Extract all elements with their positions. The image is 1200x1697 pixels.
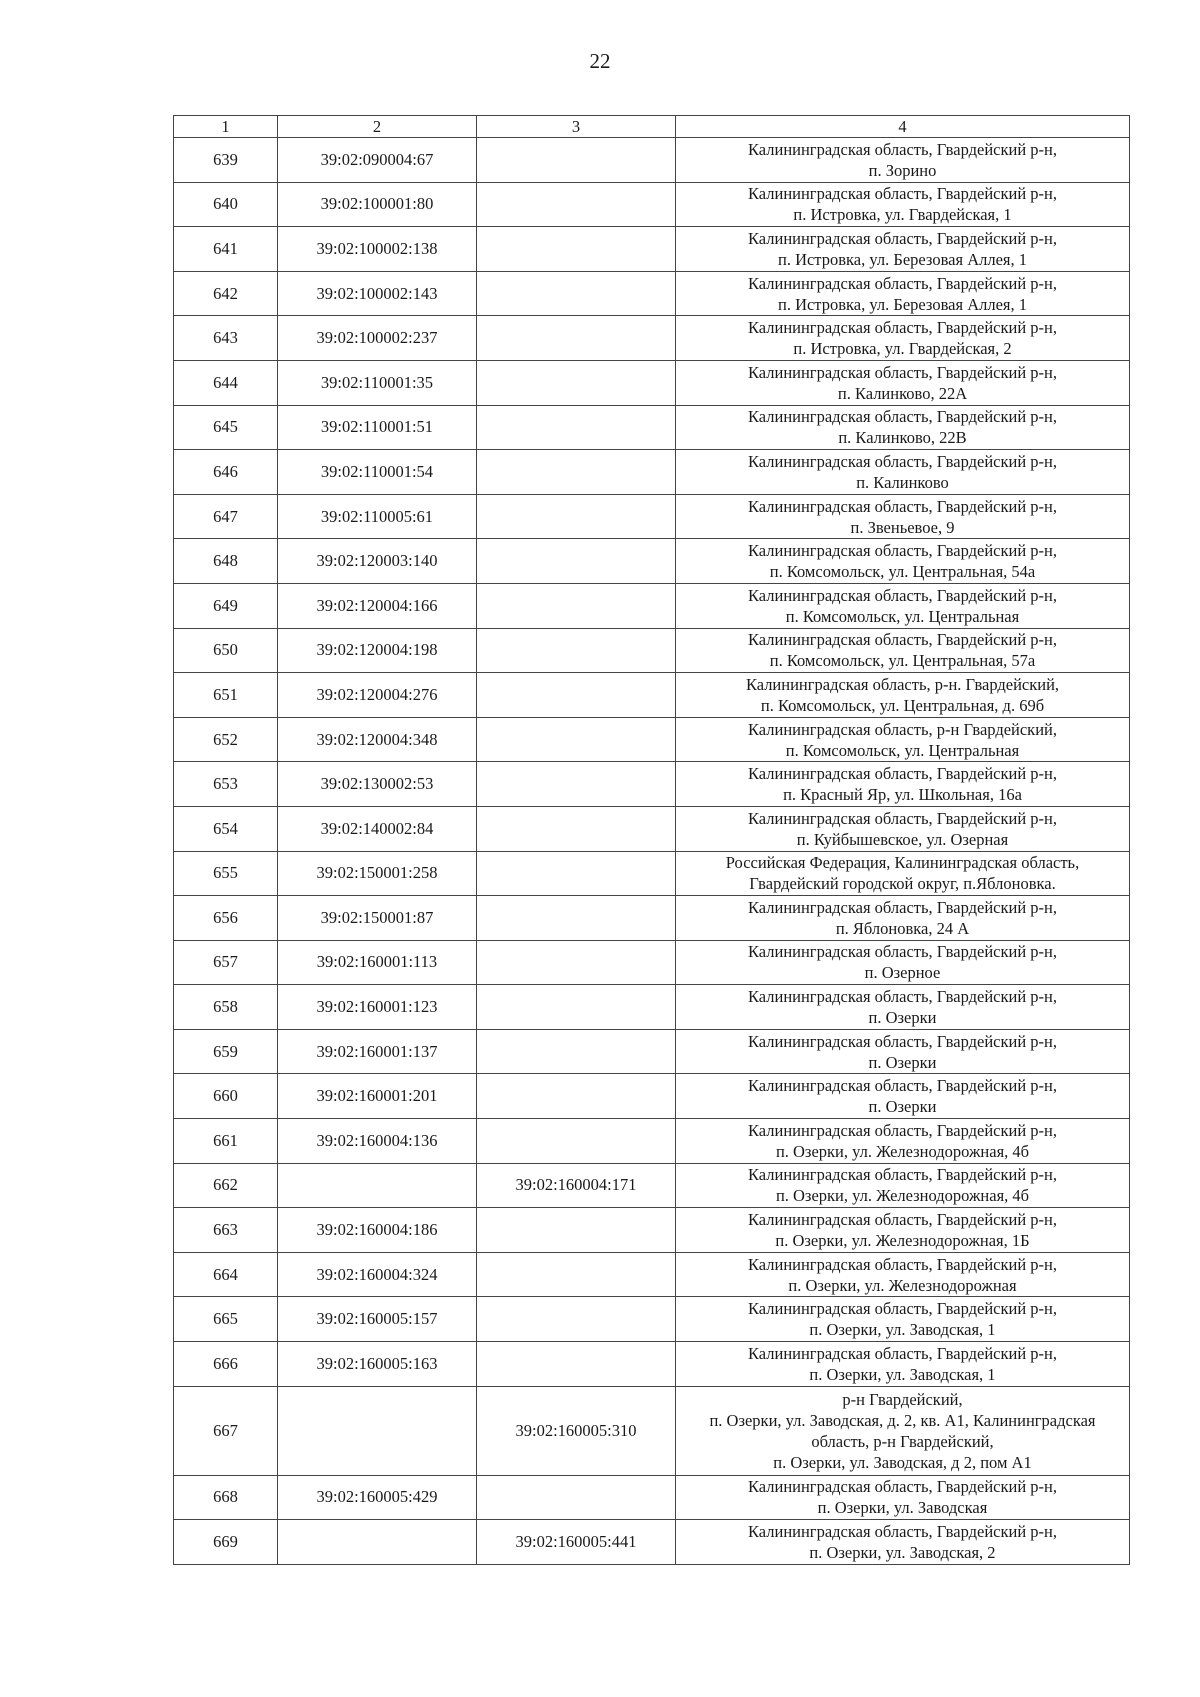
cadastral-number-cell (278, 1386, 477, 1475)
header-col-1: 1 (174, 116, 278, 138)
address-line: п. Озерки, ул. Заводская (817, 1498, 988, 1518)
cadastral-number-cell: 39:02:130002:53 (278, 762, 477, 807)
address-line: п. Комсомольск, ул. Центральная, 57а (769, 651, 1036, 671)
address-cell (676, 1163, 1130, 1208)
cadastral-number-cell: 39:02:120004:198 (278, 628, 477, 673)
cadastral-number-alt-cell (477, 1208, 676, 1253)
row-number-cell: 639 (174, 138, 278, 183)
page-number: 22 (589, 49, 611, 73)
address-line: Калининградская область, Гвардейский р-н, (748, 764, 1057, 784)
address-line: п. Озерки (868, 1052, 937, 1072)
address-line: Калининградская область, Гвардейский р-н, (748, 273, 1057, 293)
address-line: р-н Гвардейский, (842, 1389, 963, 1409)
cadastral-number-cell: 39:02:160004:324 (278, 1252, 477, 1297)
row-number-cell: 660 (174, 1074, 278, 1119)
cadastral-number-alt-cell (477, 762, 676, 807)
table-row (174, 182, 1130, 227)
address-line: Калининградская область, Гвардейский р-н, (748, 318, 1057, 338)
row-number-cell: 669 (174, 1520, 278, 1565)
table-row (174, 494, 1130, 539)
address-line: Калининградская область, Гвардейский р-н, (748, 451, 1057, 471)
cadastral-number-cell: 39:02:120004:166 (278, 583, 477, 628)
cadastral-number-cell: 39:02:160001:201 (278, 1074, 477, 1119)
address-cell (676, 1029, 1130, 1074)
address-cell (676, 583, 1130, 628)
row-number-cell: 650 (174, 628, 278, 673)
cadastral-number-cell: 39:02:110005:61 (278, 494, 477, 539)
table-row (174, 405, 1130, 450)
address-line: п. Озерки, ул. Заводская, 2 (809, 1543, 996, 1563)
address-line: Калининградская область, р-н Гвардейский, (748, 719, 1057, 739)
address-line: Калининградская область, Гвардейский р-н, (748, 1522, 1057, 1542)
address-cell (676, 896, 1130, 941)
row-number-cell: 656 (174, 896, 278, 941)
row-number-cell: 658 (174, 985, 278, 1030)
cadastral-number-cell: 39:02:120004:348 (278, 717, 477, 762)
table-row (174, 316, 1130, 361)
address-line: п. Озерки, ул. Железнодорожная, 4б (775, 1141, 1030, 1161)
cadastral-number-cell: 39:02:100001:80 (278, 182, 477, 227)
address-line: п. Комсомольск, ул. Центральная, 54а (769, 562, 1036, 582)
cadastral-number-cell: 39:02:160001:123 (278, 985, 477, 1030)
row-number-cell: 645 (174, 405, 278, 450)
row-number-cell: 643 (174, 316, 278, 361)
cadastral-number-alt-cell (477, 1119, 676, 1164)
address-line: п. Комсомольск, ул. Центральная, д. 69б (760, 695, 1045, 715)
cadastral-number-cell: 39:02:100002:237 (278, 316, 477, 361)
address-line: Калининградская область, Гвардейский р-н, (748, 1254, 1057, 1274)
address-line: п. Комсомольск, ул. Центральная (785, 606, 1020, 626)
cadastral-number-alt-cell (477, 896, 676, 941)
address-line: Калининградская область, Гвардейский р-н, (748, 362, 1057, 382)
row-number-cell: 651 (174, 673, 278, 718)
address-line: п. Зорино (868, 160, 937, 180)
cadastral-number-alt-cell (477, 450, 676, 495)
row-number-cell: 648 (174, 539, 278, 584)
cadastral-number-alt-cell (477, 227, 676, 272)
address-cell (676, 405, 1130, 450)
cadastral-number-alt-cell (477, 806, 676, 851)
address-cell (676, 806, 1130, 851)
cadastral-number-alt-cell (477, 673, 676, 718)
cadastral-number-alt-cell (477, 360, 676, 405)
header-col-3: 3 (477, 116, 676, 138)
address-line: п. Истровка, ул. Гвардейская, 1 (793, 205, 1012, 225)
cadastral-number-alt-cell (477, 182, 676, 227)
address-cell (676, 717, 1130, 762)
cadastral-number-alt-cell (477, 1297, 676, 1342)
table-row (174, 1342, 1130, 1387)
table-row (174, 1029, 1130, 1074)
address-line: Калининградская область, Гвардейский р-н, (748, 541, 1057, 561)
cadastral-number-alt-cell (477, 717, 676, 762)
address-cell (676, 851, 1130, 896)
address-line: Калининградская область, Гвардейский р-н, (748, 228, 1057, 248)
cadastral-number-alt-cell (477, 985, 676, 1030)
property-table (173, 115, 1130, 1565)
row-number-cell: 668 (174, 1475, 278, 1520)
address-line: п. Калинково (856, 472, 949, 492)
cadastral-number-cell: 39:02:090004:67 (278, 138, 477, 183)
cadastral-number-alt-cell (477, 271, 676, 316)
address-line: п. Озерки, ул. Железнодорожная (788, 1275, 1017, 1295)
address-cell (676, 450, 1130, 495)
address-line: Калининградская область, Гвардейский р-н, (748, 1343, 1057, 1363)
address-cell (676, 1342, 1130, 1387)
cadastral-number-alt-cell: 39:02:160005:441 (477, 1520, 676, 1565)
table-body (174, 138, 1130, 1565)
address-line: Калининградская область, Гвардейский р-н, (748, 1120, 1057, 1140)
address-line: Калининградская область, Гвардейский р-н, (748, 987, 1057, 1007)
cadastral-number-alt-cell (477, 1074, 676, 1119)
table-row (174, 1475, 1130, 1520)
address-cell (676, 762, 1130, 807)
row-number-cell: 653 (174, 762, 278, 807)
cadastral-number-alt-cell (477, 1342, 676, 1387)
cadastral-number-cell: 39:02:140002:84 (278, 806, 477, 851)
address-cell (676, 1520, 1130, 1565)
cadastral-number-alt-cell (477, 1252, 676, 1297)
address-line: п. Озерки, ул. Заводская, д. 2, кв. А1, Калининградская (709, 1410, 1096, 1430)
address-line: п. Калинково, 22А (837, 383, 968, 403)
row-number-cell: 663 (174, 1208, 278, 1253)
cadastral-number-cell: 39:02:100002:143 (278, 271, 477, 316)
cadastral-number-alt-cell (477, 1029, 676, 1074)
address-line: Калининградская область, Гвардейский р-н, (748, 1477, 1057, 1497)
address-line: область, р-н Гвардейский, (811, 1431, 994, 1451)
cadastral-number-alt-cell (477, 539, 676, 584)
address-cell (676, 138, 1130, 183)
cadastral-number-cell: 39:02:160005:163 (278, 1342, 477, 1387)
cadastral-number-cell: 39:02:110001:51 (278, 405, 477, 450)
cadastral-number-cell (278, 1520, 477, 1565)
address-cell (676, 1074, 1130, 1119)
table-row (174, 1297, 1130, 1342)
address-line: п. Озерное (864, 963, 941, 983)
address-cell (676, 1208, 1130, 1253)
address-cell (676, 1252, 1130, 1297)
table-row (174, 1119, 1130, 1164)
table-row (174, 138, 1130, 183)
table-header (174, 116, 1130, 138)
table-row (174, 896, 1130, 941)
address-line: п. Истровка, ул. Березовая Аллея, 1 (777, 249, 1028, 269)
address-line: Калининградская область, Гвардейский р-н, (748, 1299, 1057, 1319)
row-number-cell: 665 (174, 1297, 278, 1342)
table-row (174, 806, 1130, 851)
address-cell (676, 316, 1130, 361)
table-row (174, 1074, 1130, 1119)
row-number-cell: 642 (174, 271, 278, 316)
address-line: п. Озерки (868, 1097, 937, 1117)
cadastral-number-cell: 39:02:160005:429 (278, 1475, 477, 1520)
table-row (174, 539, 1130, 584)
address-line: Калининградская область, Гвардейский р-н, (748, 139, 1057, 159)
cadastral-number-cell: 39:02:160004:136 (278, 1119, 477, 1164)
address-line: п. Истровка, ул. Гвардейская, 2 (793, 339, 1012, 359)
table-row (174, 628, 1130, 673)
cadastral-number-alt-cell (477, 583, 676, 628)
table-row (174, 583, 1130, 628)
cadastral-number-alt-cell (477, 494, 676, 539)
address-line: п. Озерки, ул. Заводская, д 2, пом А1 (773, 1452, 1032, 1472)
cadastral-number-cell: 39:02:150001:258 (278, 851, 477, 896)
address-line: Гвардейский городской округ, п.Яблоновка. (749, 874, 1056, 894)
table-row (174, 1208, 1130, 1253)
address-line: Калининградская область, Гвардейский р-н, (748, 1076, 1057, 1096)
cadastral-number-alt-cell (477, 940, 676, 985)
address-line: Калининградская область, Гвардейский р-н, (748, 897, 1057, 917)
table-row (174, 1386, 1130, 1475)
table-row (174, 450, 1130, 495)
address-line: п. Яблоновка, 24 А (835, 918, 970, 938)
table-row (174, 762, 1130, 807)
address-cell (676, 940, 1130, 985)
address-line: п. Озерки, ул. Заводская, 1 (809, 1364, 996, 1384)
address-cell (676, 182, 1130, 227)
address-line: п. Озерки, ул. Железнодорожная, 1Б (775, 1231, 1030, 1251)
cadastral-number-alt-cell (477, 405, 676, 450)
address-line: Калининградская область, р-н. Гвардейский, (745, 674, 1060, 694)
table-row (174, 1163, 1130, 1208)
cadastral-number-alt-cell: 39:02:160004:171 (477, 1163, 676, 1208)
address-cell (676, 985, 1130, 1030)
row-number-cell: 647 (174, 494, 278, 539)
table-row (174, 227, 1130, 272)
row-number-cell: 644 (174, 360, 278, 405)
table-row (174, 940, 1130, 985)
address-cell (676, 1297, 1130, 1342)
row-number-cell: 667 (174, 1386, 278, 1475)
row-number-cell: 652 (174, 717, 278, 762)
cadastral-number-cell: 39:02:160001:113 (278, 940, 477, 985)
cadastral-number-cell: 39:02:120003:140 (278, 539, 477, 584)
address-line: Калининградская область, Гвардейский р-н, (748, 942, 1057, 962)
row-number-cell: 654 (174, 806, 278, 851)
address-cell (676, 539, 1130, 584)
cadastral-number-alt-cell (477, 138, 676, 183)
address-line: Калининградская область, Гвардейский р-н, (748, 1031, 1057, 1051)
cadastral-number-cell: 39:02:160005:157 (278, 1297, 477, 1342)
address-line: Калининградская область, Гвардейский р-н, (748, 496, 1057, 516)
address-line: п. Звеньевое, 9 (850, 517, 955, 537)
address-line: п. Озерки, ул. Заводская, 1 (809, 1320, 996, 1340)
row-number-cell: 664 (174, 1252, 278, 1297)
address-line: Калининградская область, Гвардейский р-н, (748, 1210, 1057, 1230)
row-number-cell: 666 (174, 1342, 278, 1387)
address-cell (676, 271, 1130, 316)
header-col-2: 2 (278, 116, 477, 138)
cadastral-number-alt-cell (477, 628, 676, 673)
cadastral-number-alt-cell (477, 851, 676, 896)
table-row (174, 985, 1130, 1030)
table-row (174, 851, 1130, 896)
cadastral-number-cell (278, 1163, 477, 1208)
row-number-cell: 646 (174, 450, 278, 495)
cadastral-number-cell: 39:02:150001:87 (278, 896, 477, 941)
address-line: Калининградская область, Гвардейский р-н, (748, 808, 1057, 828)
address-cell (676, 1386, 1130, 1475)
table-row (174, 1252, 1130, 1297)
cadastral-number-alt-cell (477, 1475, 676, 1520)
address-line: Калининградская область, Гвардейский р-н, (748, 1165, 1057, 1185)
address-cell (676, 227, 1130, 272)
row-number-cell: 655 (174, 851, 278, 896)
header-row (174, 116, 1130, 138)
row-number-cell: 657 (174, 940, 278, 985)
address-cell (676, 494, 1130, 539)
address-cell (676, 1119, 1130, 1164)
row-number-cell: 661 (174, 1119, 278, 1164)
cadastral-number-cell: 39:02:110001:35 (278, 360, 477, 405)
cadastral-number-cell: 39:02:110001:54 (278, 450, 477, 495)
cadastral-number-cell: 39:02:100002:138 (278, 227, 477, 272)
table-row (174, 717, 1130, 762)
row-number-cell: 640 (174, 182, 278, 227)
row-number-cell: 641 (174, 227, 278, 272)
table-row (174, 673, 1130, 718)
address-line: п. Красный Яр, ул. Школьная, 16а (783, 785, 1022, 805)
address-line: п. Озерки, ул. Железнодорожная, 4б (775, 1186, 1030, 1206)
address-line: Калининградская область, Гвардейский р-н, (748, 184, 1057, 204)
header-col-4: 4 (676, 116, 1130, 138)
table-row (174, 360, 1130, 405)
row-number-cell: 659 (174, 1029, 278, 1074)
row-number-cell: 662 (174, 1163, 278, 1208)
address-line: Российская Федерация, Калининградская область, (725, 853, 1080, 873)
cadastral-number-cell: 39:02:160004:186 (278, 1208, 477, 1253)
cadastral-number-cell: 39:02:160001:137 (278, 1029, 477, 1074)
address-cell (676, 360, 1130, 405)
address-cell (676, 1475, 1130, 1520)
table-row (174, 271, 1130, 316)
address-line: п. Истровка, ул. Березовая Аллея, 1 (777, 294, 1028, 314)
address-line: Калининградская область, Гвардейский р-н, (748, 585, 1057, 605)
address-line: Калининградская область, Гвардейский р-н, (748, 407, 1057, 427)
address-cell (676, 628, 1130, 673)
address-line: Калининградская область, Гвардейский р-н, (748, 630, 1057, 650)
address-line: п. Калинково, 22В (838, 428, 967, 448)
table-row (174, 1520, 1130, 1565)
row-number-cell: 649 (174, 583, 278, 628)
cadastral-number-alt-cell: 39:02:160005:310 (477, 1386, 676, 1475)
cadastral-number-alt-cell (477, 316, 676, 361)
address-line: п. Озерки (868, 1008, 937, 1028)
address-cell (676, 673, 1130, 718)
address-line: п. Куйбышевское, ул. Озерная (796, 829, 1009, 849)
cadastral-number-cell: 39:02:120004:276 (278, 673, 477, 718)
address-line: п. Комсомольск, ул. Центральная (785, 740, 1020, 760)
